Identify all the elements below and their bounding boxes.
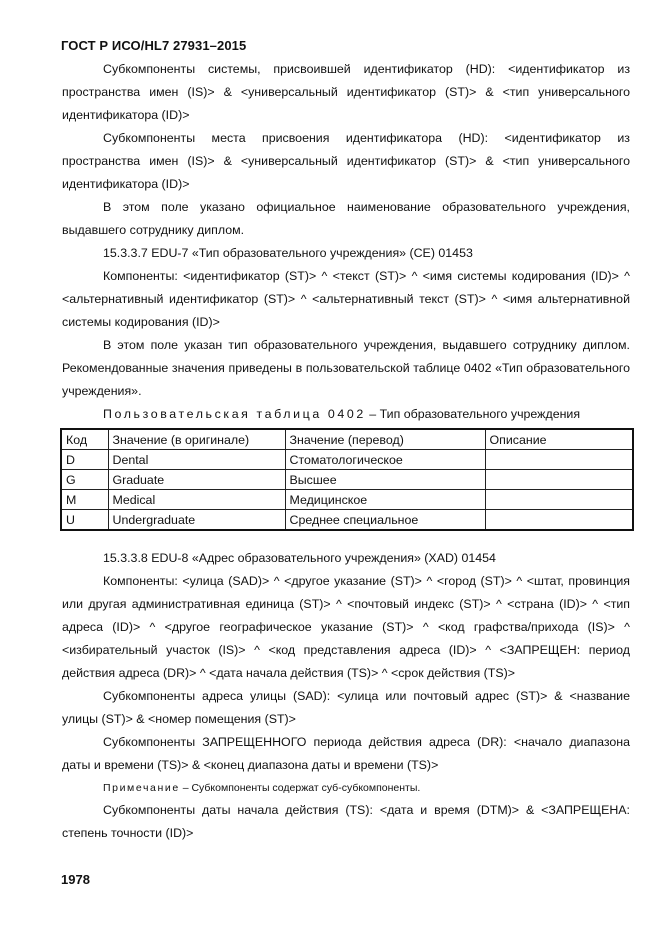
table-cell-translation: Высшее [285,470,485,490]
table-caption-title: Тип образовательного учреждения [379,407,581,421]
paragraph-edu-8-components: Компоненты: <улица (SAD)> ^ <другое указание (ST)> ^ <город (ST)> ^ <штат, провинция или другая административная единица (ST)> ^ <почтовый индекс (ST)> ^ <страна (ID)> ^ <тип адреса (ID)> ^ <другое географическое указание (ST)> ^ <код графства/прихода (IS)> ^ <избирательный участок (IS)> ^ <код представления адреса (ID)> ^ <ЗАПРЕЩЕН: период действия адреса (DR)> ^ <дата начала действия (TS)> ^ <срок действия (TS)> [62,574,630,680]
paragraph-hd-subcomponents-place: Субкомпоненты места присвоения идентификатора (HD): <идентификатор из пространства имен (IS)> & <универсальный идентификатор (ST)> & <тип универсального идентификатора (ID)> [62,131,630,191]
paragraph-hd-subcomponents-system: Субкомпоненты системы, присвоившей идентификатор (HD): <идентификатор из пространства имен (IS)> & <универсальный идентификатор (ST)> & <тип универсального идентификатора (ID)> [62,62,630,122]
table-cell-translation: Среднее специальное [285,510,485,531]
note-text: – Субкомпоненты содержат суб-субкомпоненты. [179,782,421,794]
paragraph-edu-7-components: Компоненты: <идентификатор (ST)> ^ <текст (ST)> ^ <имя системы кодирования (ID)> ^ <альтернативный идентификатор (ST)> ^ <альтернативный текст (ST)> ^ <имя альтернативной системы кодирования (ID)> [62,269,630,329]
table-cell-original: Graduate [108,470,285,490]
paragraph-institution-name: В этом поле указано официальное наименование образовательного учреждения, выдавшего сотруднику диплом. [62,200,630,237]
table-cell-code: U [61,510,108,531]
table-cell-original: Undergraduate [108,510,285,531]
section-heading-edu-7: 15.3.3.7 EDU-7 «Тип образовательного учреждения» (CE) 01453 [103,246,473,260]
table-caption-label: Пользовательская таблица 0402 [103,407,366,421]
document-header: ГОСТ Р ИСО/HL7 27931–2015 [61,38,247,53]
table-cell-code: M [61,490,108,510]
table-cell-description [485,490,633,510]
paragraph-sad-subcomponents: Субкомпоненты адреса улицы (SAD): <улица или почтовый адрес (ST)> & <название улицы (ST)> & <номер помещения (ST)> [62,689,630,726]
table-cell-original: Dental [108,450,285,470]
table-cell-description [485,470,633,490]
document-body [62,58,630,845]
paragraph-dr-subcomponents: Субкомпоненты ЗАПРЕЩЕННОГО периода действия адреса (DR): <начало диапазона даты и времени (TS)> & <конец диапазона даты и времени (TS)> [62,735,630,772]
table-cell-translation: Медицинское [285,490,485,510]
table-caption [62,403,630,425]
table-cell-description [485,450,633,470]
column-header-description: Описание [485,429,633,450]
table-cell-original: Medical [108,490,285,510]
column-header-original: Значение (в оригинале) [108,429,285,450]
table-row [61,490,633,510]
note-label: Примечание [103,782,180,794]
column-header-code: Код [61,429,108,450]
institution-type-table [60,428,634,531]
note [62,777,630,799]
table-row [61,510,633,531]
table-row [61,450,633,470]
page-number: 1978 [61,872,90,887]
table-row [61,470,633,490]
table-cell-translation: Стоматологическое [285,450,485,470]
table-cell-code: D [61,450,108,470]
paragraph-edu-7-description: В этом поле указан тип образовательного учреждения, выдавшего сотруднику диплом. Рекомендованные значения приведены в пользовательской таблице 0402 «Тип образовательного учреждения». [62,338,630,398]
table-cell-code: G [61,470,108,490]
section-heading-edu-8: 15.3.3.8 EDU-8 «Адрес образовательного учреждения» (XAD) 01454 [103,551,496,565]
paragraph-ts-subcomponents: Субкомпоненты даты начала действия (TS): <дата и время (DTM)> & <ЗАПРЕЩЕНА: степень точности (ID)> [62,803,630,840]
table-caption-dash: – [365,407,380,421]
table-header-row [61,429,633,450]
column-header-translation: Значение (перевод) [285,429,485,450]
table-cell-description [485,510,633,531]
